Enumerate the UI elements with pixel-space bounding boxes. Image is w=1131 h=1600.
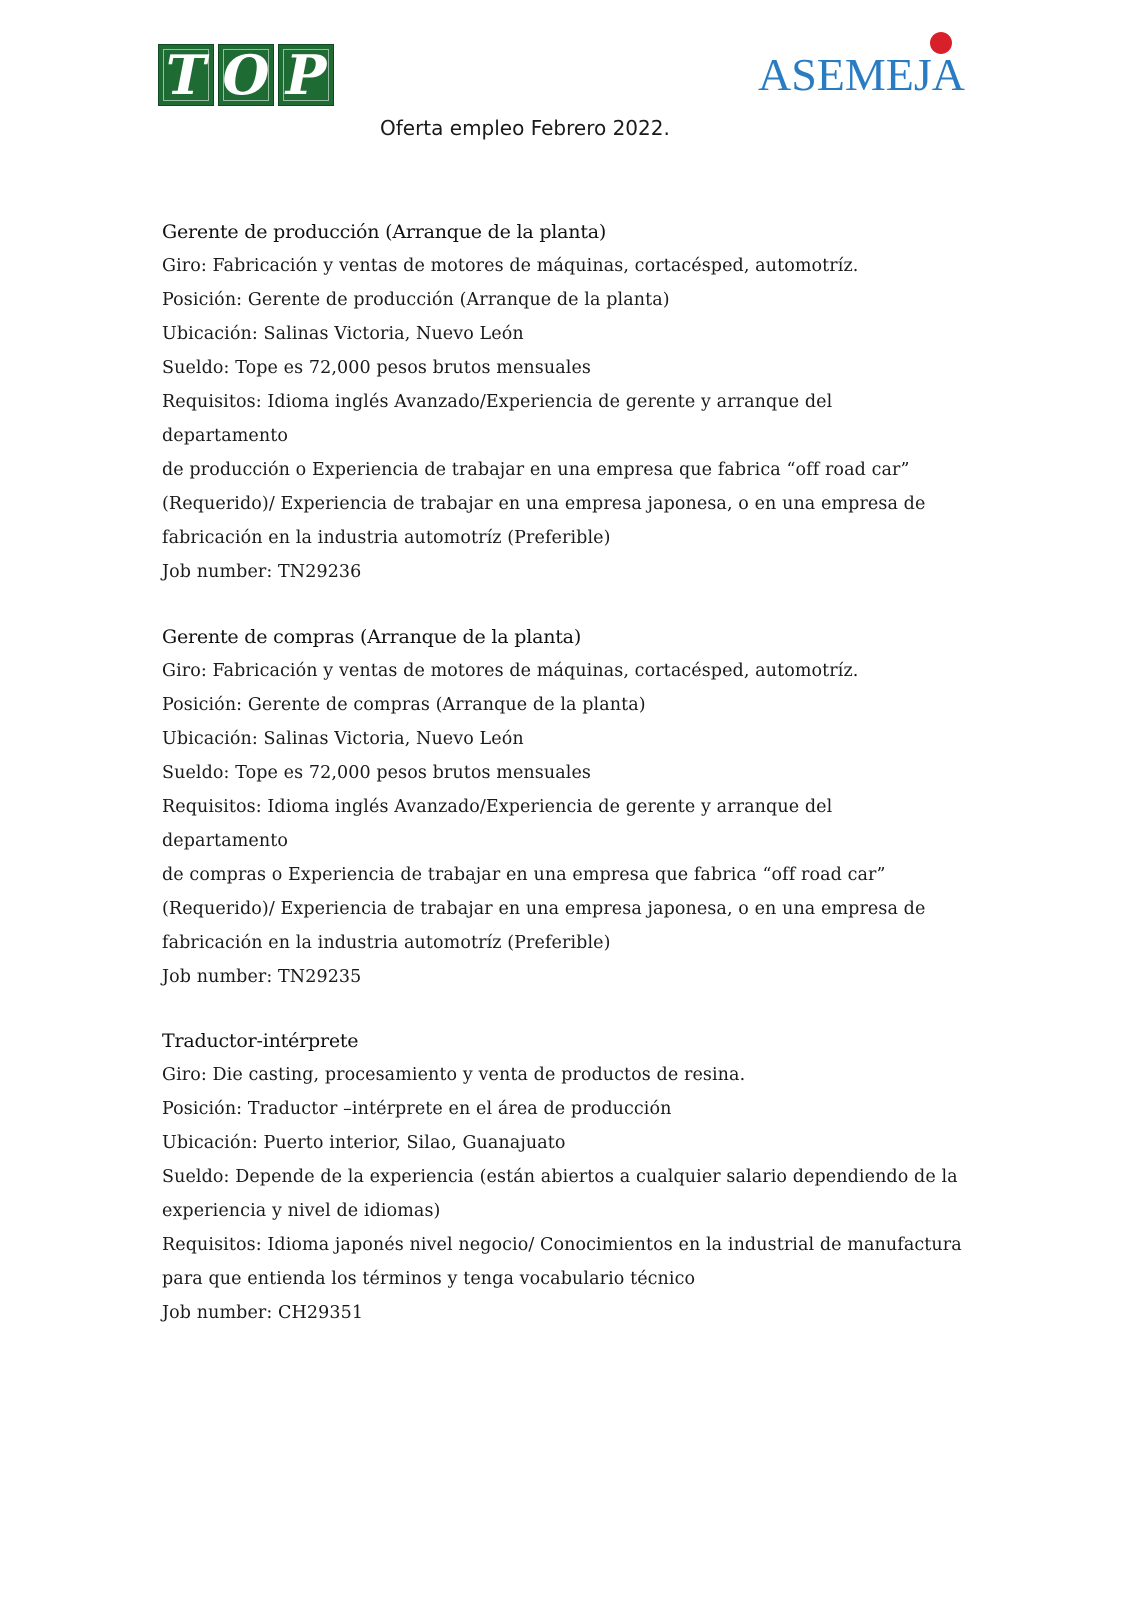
job-title: Gerente de producción (Arranque de la planta) — [162, 221, 607, 243]
job-requisitos-line: (Requerido)/ Experiencia de trabajar en una empresa japonesa, o en una empresa de — [162, 899, 926, 919]
job-title: Traductor-intérprete — [162, 1030, 359, 1052]
top-logo-letter: T — [165, 43, 207, 107]
job-requisitos-line: Requisitos: Idioma japonés nivel negocio/ Conocimientos en la industrial de manufactura — [162, 1235, 962, 1255]
job-posicion: Posición: Gerente de producción (Arranque de la planta) — [162, 290, 670, 310]
job-sueldo-line: Sueldo: Depende de la experiencia (están abiertos a cualquier salario dependiendo de la — [162, 1167, 958, 1187]
top-logo-letter-box — [278, 44, 334, 106]
job-requisitos-line: fabricación en la industria automotríz (Preferible) — [162, 528, 611, 548]
job-sueldo: Sueldo: Tope es 72,000 pesos brutos mensuales — [162, 358, 591, 378]
job-posicion: Posición: Traductor –intérprete en el área de producción — [162, 1099, 672, 1119]
job-sueldo: Sueldo: Tope es 72,000 pesos brutos mensuales — [162, 763, 591, 783]
asemeja-logo-text: ASEMEJA — [758, 49, 966, 100]
job-requisitos-line: Requisitos: Idioma inglés Avanzado/Experiencia de gerente y arranque del departamento — [162, 797, 833, 851]
top-logo-letter-box — [158, 44, 214, 106]
job-posting — [162, 620, 962, 994]
asemeja-logo — [758, 32, 978, 112]
job-giro: Giro: Die casting, procesamiento y venta de productos de resina. — [162, 1065, 746, 1085]
job-requisitos-line: fabricación en la industria automotríz (Preferible) — [162, 933, 611, 953]
job-requisitos-line: para que entienda los términos y tenga vocabulario técnico — [162, 1269, 696, 1289]
top-logo-letter: P — [285, 43, 327, 107]
job-giro: Giro: Fabricación y ventas de motores de máquinas, cortacésped, automotríz. — [162, 661, 859, 681]
job-posting — [162, 215, 962, 589]
job-requisitos-line: de compras o Experiencia de trabajar en una empresa que fabrica “off road car” — [162, 865, 886, 885]
top-logo-letter-box — [218, 44, 274, 106]
job-ubicacion: Ubicación: Salinas Victoria, Nuevo León — [162, 324, 524, 344]
job-giro: Giro: Fabricación y ventas de motores de máquinas, cortacésped, automotríz. — [162, 256, 859, 276]
job-posicion: Posición: Gerente de compras (Arranque de la planta) — [162, 695, 646, 715]
job-requisitos-line: Requisitos: Idioma inglés Avanzado/Experiencia de gerente y arranque del departamento — [162, 392, 833, 446]
top-logo — [158, 44, 334, 106]
job-posting — [162, 1024, 962, 1330]
job-ubicacion: Ubicación: Salinas Victoria, Nuevo León — [162, 729, 524, 749]
job-sueldo-line: experiencia y nivel de idiomas) — [162, 1201, 441, 1221]
job-ubicacion: Ubicación: Puerto interior, Silao, Guanajuato — [162, 1133, 566, 1153]
job-number: Job number: CH29351 — [162, 1303, 364, 1323]
job-title: Gerente de compras (Arranque de la planta) — [162, 626, 582, 648]
job-number: Job number: TN29235 — [162, 967, 362, 987]
document-title: Oferta empleo Febrero 2022. — [380, 116, 670, 140]
job-requisitos-line: de producción o Experiencia de trabajar en una empresa que fabrica “off road car” — [162, 460, 910, 480]
job-requisitos-line: (Requerido)/ Experiencia de trabajar en una empresa japonesa, o en una empresa de — [162, 494, 926, 514]
top-logo-letter: O — [222, 43, 270, 107]
job-number: Job number: TN29236 — [162, 562, 362, 582]
